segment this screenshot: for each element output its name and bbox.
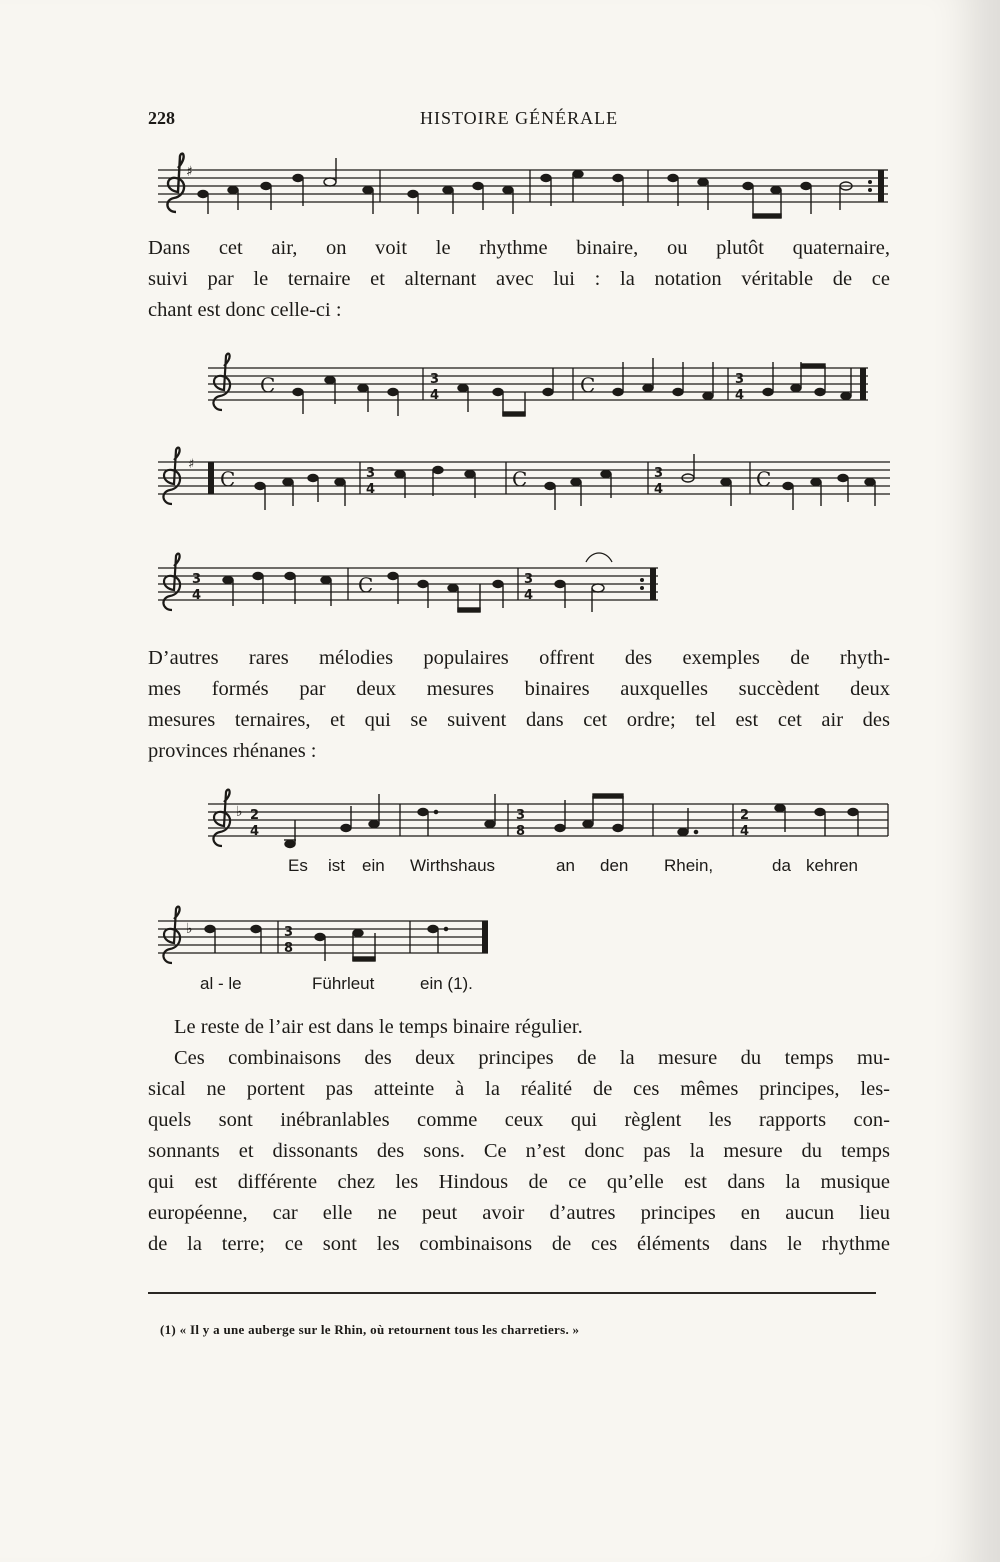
svg-text:4: 4 <box>654 482 664 497</box>
lyric-word: ist <box>328 856 345 875</box>
lyric-word: Führleut <box>312 974 375 993</box>
svg-text:2: 2 <box>740 808 750 823</box>
svg-text:3: 3 <box>430 372 440 387</box>
treble-clef-icon <box>213 790 230 846</box>
svg-text:4: 4 <box>735 388 745 403</box>
lyric-word: al - le <box>200 974 242 993</box>
treble-clef-icon <box>163 907 180 963</box>
svg-text:8: 8 <box>516 824 526 839</box>
music-staff-2 <box>198 352 878 424</box>
music-staff-6 <box>148 905 508 975</box>
lyric-word: ein (1). <box>420 974 473 993</box>
svg-text:4: 4 <box>524 588 534 603</box>
paragraph-intro: Dans cet air, on voit le rhythme binaire, ou plutôt quaternaire, suivi par le ternaire et alternant avec lui : la notation véritable de ce chant est donc celle-ci : <box>148 237 890 321</box>
svg-text:♯: ♯ <box>188 457 195 472</box>
svg-text:C: C <box>756 467 772 491</box>
treble-clef-icon <box>167 154 184 212</box>
paragraph-final: Ces combinaisons des deux principes de la mesure du temps mu- sical ne portent pas atteinte à la réalité de ces mêmes principes, les- quels sont inébranlables comme ceux qui règlent les rapports con- sonnants et dissonants des sons. Ce n’est donc pas la mesure du temps qui est différente chez les Hindous de ce qu’elle est dans la musique européenne, car elle ne peut avoir d’autres principes en aucun lieu de la terre; ce sont les combinaisons de ces éléments dans le rhythme <box>148 1047 890 1255</box>
svg-text:4: 4 <box>430 388 440 403</box>
svg-text:4: 4 <box>192 588 202 603</box>
lyric-word: Wirthshaus <box>410 856 496 875</box>
running-title: HISTOIRE GÉNÉRALE <box>420 108 619 128</box>
music-staff-3 <box>148 446 898 526</box>
music-staff-5 <box>198 786 898 860</box>
svg-text:3: 3 <box>654 466 664 481</box>
svg-text:♯: ♯ <box>186 164 193 180</box>
svg-text:3: 3 <box>524 572 534 587</box>
lyrics-line-2 <box>0 974 1000 998</box>
svg-text:C: C <box>512 467 528 491</box>
svg-text:♭: ♭ <box>186 921 193 937</box>
music-staff-1 <box>148 150 898 230</box>
svg-text:3: 3 <box>516 808 526 823</box>
svg-text:8: 8 <box>284 941 294 956</box>
svg-text:C: C <box>260 373 276 397</box>
svg-text:C: C <box>358 573 374 597</box>
svg-text:4: 4 <box>366 482 376 497</box>
lyrics-line-1 <box>0 856 1000 880</box>
lyric-word: ein <box>362 856 385 875</box>
svg-text:3: 3 <box>735 372 745 387</box>
lyric-word: Rhein, <box>664 856 714 875</box>
svg-text:3: 3 <box>192 572 202 587</box>
svg-text:4: 4 <box>740 824 750 839</box>
lyric-word: an <box>556 856 575 875</box>
lyric-word: Es <box>288 856 308 875</box>
lyric-word: kehren <box>806 856 858 875</box>
svg-text:3: 3 <box>284 925 294 940</box>
treble-clef-icon <box>163 448 180 504</box>
treble-clef-icon <box>213 354 230 410</box>
lyric-word: den <box>600 856 629 875</box>
footnote-divider <box>148 1292 876 1294</box>
music-staff-4 <box>148 548 668 624</box>
footnote: (1) « Il y a une auberge sur le Rhin, où retournent tous les charretiers. » <box>160 1322 580 1337</box>
paragraph-second: D’autres rares mélodies populaires offrent des exemples de rhyth- mes formés par deux mesures binaires auxquelles succèdent deux mesures ternaires, et qui se suivent dans cet ordre; tel est cet air des provinces rhénanes : <box>148 647 890 762</box>
svg-text:3: 3 <box>366 466 376 481</box>
treble-clef-icon <box>163 554 180 610</box>
page-number: 228 <box>148 108 175 128</box>
svg-text:C: C <box>220 467 236 491</box>
lyric-word: da <box>772 856 791 875</box>
svg-text:♭: ♭ <box>236 804 243 820</box>
paragraph-reste: Le reste de l’air est dans le temps binaire régulier. <box>174 1016 583 1038</box>
svg-text:C: C <box>580 373 596 397</box>
svg-text:4: 4 <box>250 824 260 839</box>
svg-text:2: 2 <box>250 808 260 823</box>
